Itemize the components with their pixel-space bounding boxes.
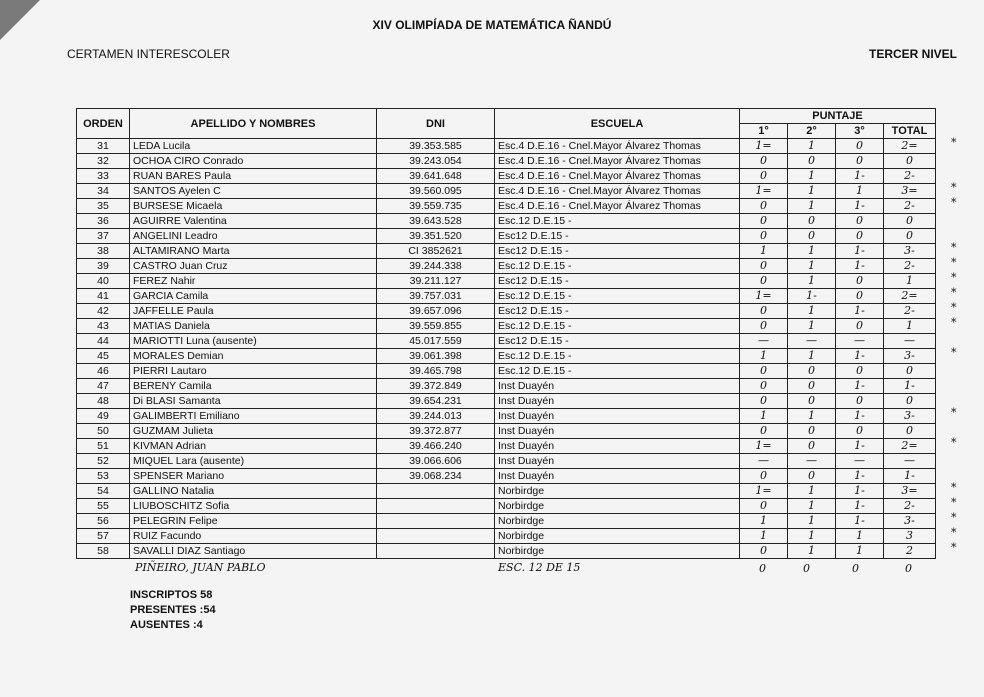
cell-escuela: Esc.4 D.E.16 - Cnel.Mayor Álvarez Thomas (495, 154, 740, 169)
cell-orden: 41 (77, 289, 130, 304)
cell-escuela: Esc.4 D.E.16 - Cnel.Mayor Álvarez Thomas (495, 184, 740, 199)
cell-nombre: GUZMAM Julieta (130, 424, 377, 439)
cell-escuela: Esc12 D.E.15 - (495, 334, 740, 349)
cell-dni: 39.068.234 (377, 469, 495, 484)
cell-orden: 35 (77, 199, 130, 214)
cell-p2: 1 (788, 199, 836, 214)
handwritten-p1: 0 (759, 562, 766, 575)
cell-p1: 0 (740, 214, 788, 229)
cell-p1: 1= (740, 184, 788, 199)
col-p1: 1° (740, 124, 788, 139)
cell-dni: 39.559.735 (377, 199, 495, 214)
cell-dni: 39.757.031 (377, 289, 495, 304)
table-row (77, 424, 936, 439)
cell-escuela: Inst Duayén (495, 394, 740, 409)
cell-total: 3- (884, 244, 936, 259)
cell-p3: — (836, 454, 884, 469)
table-row (77, 184, 936, 199)
table-row (77, 139, 936, 154)
cell-p1: 1= (740, 484, 788, 499)
cell-p1: 1 (740, 349, 788, 364)
margin-mark: * (951, 406, 957, 419)
cell-orden: 37 (77, 229, 130, 244)
table-row (77, 334, 936, 349)
margin-mark: * (951, 241, 957, 254)
cell-total: 2= (884, 139, 936, 154)
cell-total: 0 (884, 214, 936, 229)
cell-p3: 0 (836, 214, 884, 229)
cell-escuela: Norbirdge (495, 499, 740, 514)
cell-total: 1 (884, 319, 936, 334)
cell-dni: 39.466.240 (377, 439, 495, 454)
table-row (77, 289, 936, 304)
cell-total: 3- (884, 514, 936, 529)
cell-p3: 1- (836, 199, 884, 214)
cell-p3: 1- (836, 244, 884, 259)
cell-nombre: CASTRO Juan Cruz (130, 259, 377, 274)
col-escuela: ESCUELA (495, 109, 740, 139)
table-row (77, 394, 936, 409)
cell-nombre: SPENSER Mariano (130, 469, 377, 484)
table-row (77, 469, 936, 484)
cell-escuela: Esc.12 D.E.15 - (495, 214, 740, 229)
level-label: TERCER NIVEL (868, 47, 957, 61)
cell-total: 0 (884, 394, 936, 409)
col-nombre: APELLIDO Y NOMBRES (130, 109, 377, 139)
margin-mark: * (951, 301, 957, 314)
cell-total: 1- (884, 379, 936, 394)
cell-nombre: KIVMAN Adrian (130, 439, 377, 454)
cell-nombre: ANGELINI Leadro (130, 229, 377, 244)
cell-dni: 39.211.127 (377, 274, 495, 289)
cell-total: 2 (884, 544, 936, 559)
cell-p2: 0 (788, 229, 836, 244)
cell-dni (377, 484, 495, 499)
table-row (77, 229, 936, 244)
cell-p3: 1 (836, 529, 884, 544)
cell-orden: 40 (77, 274, 130, 289)
cell-orden: 34 (77, 184, 130, 199)
cell-escuela: Esc.4 D.E.16 - Cnel.Mayor Álvarez Thomas (495, 139, 740, 154)
cell-p2: 1- (788, 289, 836, 304)
cell-orden: 50 (77, 424, 130, 439)
cell-dni: 39.559.855 (377, 319, 495, 334)
cell-dni: 39.244.013 (377, 409, 495, 424)
summary-inscriptos: INSCRIPTOS 58 (130, 589, 213, 601)
cell-dni (377, 529, 495, 544)
cell-total: 2- (884, 259, 936, 274)
table-row (77, 364, 936, 379)
margin-mark: * (951, 436, 957, 449)
cell-orden: 48 (77, 394, 130, 409)
table-row (77, 244, 936, 259)
cell-nombre: LIUBOSCHITZ Sofia (130, 499, 377, 514)
table-row (77, 214, 936, 229)
cell-nombre: PELEGRIN Felipe (130, 514, 377, 529)
summary-ausentes: AUSENTES :4 (130, 619, 203, 631)
cell-total: 3 (884, 529, 936, 544)
results-table (76, 108, 936, 559)
cell-p3: 0 (836, 154, 884, 169)
cell-dni: 45.017.559 (377, 334, 495, 349)
cell-p1: 0 (740, 379, 788, 394)
cell-p2: 1 (788, 244, 836, 259)
cell-nombre: Di BLASI Samanta (130, 394, 377, 409)
cell-escuela: Inst Duayén (495, 379, 740, 394)
cell-p2: 0 (788, 214, 836, 229)
cell-p1: 1 (740, 514, 788, 529)
cell-p3: 0 (836, 274, 884, 289)
cell-p2: 0 (788, 154, 836, 169)
table-header-row (77, 109, 936, 124)
cell-p1: 0 (740, 364, 788, 379)
cell-nombre: SAVALLI DIAZ Santiago (130, 544, 377, 559)
cell-p1: 0 (740, 544, 788, 559)
cell-p3: 1- (836, 169, 884, 184)
cell-dni: 39.560.095 (377, 184, 495, 199)
cell-p2: 1 (788, 169, 836, 184)
cell-orden: 39 (77, 259, 130, 274)
table-row (77, 349, 936, 364)
cell-escuela: Norbirdge (495, 529, 740, 544)
cell-p1: 0 (740, 394, 788, 409)
margin-mark: * (951, 481, 957, 494)
cell-p2: 0 (788, 424, 836, 439)
table-row (77, 499, 936, 514)
cell-dni: 39.243.054 (377, 154, 495, 169)
cell-total: — (884, 454, 936, 469)
margin-mark: * (951, 541, 957, 554)
cell-p3: 1- (836, 514, 884, 529)
col-dni: DNI (377, 109, 495, 139)
cell-p2: — (788, 454, 836, 469)
cell-dni: 39.643.528 (377, 214, 495, 229)
cell-orden: 47 (77, 379, 130, 394)
cell-p2: 1 (788, 544, 836, 559)
cell-p3: 0 (836, 424, 884, 439)
cell-p2: 1 (788, 409, 836, 424)
cell-orden: 58 (77, 544, 130, 559)
cell-escuela: Inst Duayén (495, 469, 740, 484)
table-row (77, 439, 936, 454)
cell-orden: 46 (77, 364, 130, 379)
margin-mark: * (951, 496, 957, 509)
cell-escuela: Inst Duayén (495, 454, 740, 469)
cell-p3: 1- (836, 259, 884, 274)
cell-escuela: Esc.12 D.E.15 - (495, 319, 740, 334)
cell-p2: 0 (788, 469, 836, 484)
cell-nombre: AGUIRRE Valentina (130, 214, 377, 229)
cell-p3: 1 (836, 184, 884, 199)
cell-p1: 0 (740, 274, 788, 289)
table-row (77, 274, 936, 289)
cell-nombre: ALTAMIRANO Marta (130, 244, 377, 259)
cell-p2: 0 (788, 439, 836, 454)
cell-dni: 39.353.585 (377, 139, 495, 154)
margin-mark: * (951, 316, 957, 329)
cell-total: 2- (884, 499, 936, 514)
cell-escuela: Esc.12 D.E.15 - (495, 289, 740, 304)
cell-total: 1 (884, 274, 936, 289)
cell-dni (377, 514, 495, 529)
handwritten-p2: 0 (803, 562, 810, 575)
cell-p2: 1 (788, 514, 836, 529)
col-p3: 3° (836, 124, 884, 139)
cell-orden: 52 (77, 454, 130, 469)
cell-p1: 0 (740, 199, 788, 214)
cell-escuela: Esc.12 D.E.15 - (495, 259, 740, 274)
table-row (77, 514, 936, 529)
cell-p2: 1 (788, 484, 836, 499)
cell-p2: 0 (788, 394, 836, 409)
cell-p1: 0 (740, 169, 788, 184)
cell-orden: 45 (77, 349, 130, 364)
cell-dni: 39.372.877 (377, 424, 495, 439)
cell-orden: 49 (77, 409, 130, 424)
cell-escuela: Esc.12 D.E.15 - (495, 349, 740, 364)
cell-total: 2= (884, 439, 936, 454)
contest-name: CERTAMEN INTERESCOLER (67, 47, 230, 61)
cell-p3: 0 (836, 394, 884, 409)
cell-orden: 51 (77, 439, 130, 454)
cell-orden: 44 (77, 334, 130, 349)
cell-p1: — (740, 454, 788, 469)
cell-dni: 39.244.338 (377, 259, 495, 274)
cell-p3: 0 (836, 139, 884, 154)
table-row (77, 454, 936, 469)
cell-orden: 43 (77, 319, 130, 334)
cell-p1: 1= (740, 289, 788, 304)
cell-escuela: Inst Duayén (495, 439, 740, 454)
cell-nombre: RUIZ Facundo (130, 529, 377, 544)
cell-orden: 42 (77, 304, 130, 319)
cell-p2: 0 (788, 364, 836, 379)
cell-escuela: Norbirdge (495, 544, 740, 559)
cell-p1: 0 (740, 259, 788, 274)
cell-p3: 1- (836, 499, 884, 514)
cell-p2: 1 (788, 184, 836, 199)
table-row (77, 409, 936, 424)
cell-escuela: Esc12 D.E.15 - (495, 274, 740, 289)
cell-nombre: LEDA Lucila (130, 139, 377, 154)
cell-dni: 39.657.096 (377, 304, 495, 319)
cell-escuela: Esc12 D.E.15 - (495, 304, 740, 319)
margin-mark: * (951, 271, 957, 284)
table-row (77, 199, 936, 214)
cell-total: 0 (884, 229, 936, 244)
cell-orden: 54 (77, 484, 130, 499)
cell-p1: 0 (740, 499, 788, 514)
cell-total: 3- (884, 349, 936, 364)
cell-total: 3= (884, 184, 936, 199)
cell-total: 2- (884, 169, 936, 184)
cell-escuela: Esc.4 D.E.16 - Cnel.Mayor Álvarez Thomas (495, 169, 740, 184)
cell-nombre: MATIAS Daniela (130, 319, 377, 334)
margin-mark: * (951, 511, 957, 524)
cell-p1: 1 (740, 529, 788, 544)
table-row (77, 529, 936, 544)
cell-total: 3= (884, 484, 936, 499)
margin-mark: * (951, 526, 957, 539)
cell-p3: 0 (836, 229, 884, 244)
cell-total: 3- (884, 409, 936, 424)
cell-nombre: BURSESE Micaela (130, 199, 377, 214)
handwritten-total: 0 (905, 562, 912, 575)
cell-p2: 1 (788, 259, 836, 274)
col-orden: ORDEN (77, 109, 130, 139)
summary-block (130, 588, 216, 633)
cell-orden: 36 (77, 214, 130, 229)
cell-dni: 39.641.648 (377, 169, 495, 184)
col-total: TOTAL (884, 124, 936, 139)
cell-p1: 0 (740, 469, 788, 484)
cell-dni: 39.351.520 (377, 229, 495, 244)
cell-p1: 0 (740, 154, 788, 169)
cell-orden: 33 (77, 169, 130, 184)
col-p2: 2° (788, 124, 836, 139)
cell-escuela: Inst Duayén (495, 424, 740, 439)
margin-mark: * (951, 136, 957, 149)
cell-nombre: MORALES Demian (130, 349, 377, 364)
cell-escuela: Esc12 D.E.15 - (495, 244, 740, 259)
table-row (77, 304, 936, 319)
col-puntaje: PUNTAJE (740, 109, 936, 124)
cell-p3: 1 (836, 544, 884, 559)
cell-dni: 39.465.798 (377, 364, 495, 379)
cell-p1: 1= (740, 439, 788, 454)
cell-orden: 38 (77, 244, 130, 259)
cell-p1: 0 (740, 304, 788, 319)
table-row (77, 154, 936, 169)
cell-orden: 32 (77, 154, 130, 169)
handwritten-name: PIÑEIRO, JUAN PABLO (135, 561, 266, 574)
cell-dni: 39.066.606 (377, 454, 495, 469)
cell-p2: 1 (788, 529, 836, 544)
cell-p2: — (788, 334, 836, 349)
table-row (77, 259, 936, 274)
document-title: XIV OLIMPÍADA DE MATEMÁTICA ÑANDÚ (372, 18, 612, 32)
cell-nombre: GALIMBERTI Emiliano (130, 409, 377, 424)
cell-nombre: PIERRI Lautaro (130, 364, 377, 379)
cell-p2: 1 (788, 274, 836, 289)
cell-p3: 1- (836, 469, 884, 484)
cell-total: 2- (884, 199, 936, 214)
cell-p3: 1- (836, 409, 884, 424)
cell-escuela: Norbirdge (495, 484, 740, 499)
handwritten-school: ESC. 12 DE 15 (498, 561, 581, 574)
cell-p3: 1- (836, 304, 884, 319)
table-row (77, 379, 936, 394)
cell-p1: 1 (740, 244, 788, 259)
cell-total: 0 (884, 154, 936, 169)
cell-p2: 1 (788, 139, 836, 154)
cell-total: — (884, 334, 936, 349)
cell-p3: 1- (836, 439, 884, 454)
cell-p3: 1- (836, 379, 884, 394)
cell-nombre: OCHOA CIRO Conrado (130, 154, 377, 169)
cell-nombre: JAFFELLE Paula (130, 304, 377, 319)
cell-orden: 56 (77, 514, 130, 529)
table-row (77, 319, 936, 334)
cell-escuela: Esc.4 D.E.16 - Cnel.Mayor Álvarez Thomas (495, 199, 740, 214)
cell-p1: 1= (740, 139, 788, 154)
cell-p2: 1 (788, 319, 836, 334)
cell-escuela: Esc12 D.E.15 - (495, 229, 740, 244)
cell-total: 0 (884, 424, 936, 439)
cell-p3: 0 (836, 289, 884, 304)
cell-orden: 31 (77, 139, 130, 154)
handwritten-p3: 0 (852, 562, 859, 575)
cell-p1: 0 (740, 424, 788, 439)
cell-orden: 53 (77, 469, 130, 484)
cell-p2: 1 (788, 349, 836, 364)
cell-p1: 1 (740, 409, 788, 424)
cell-nombre: MARIOTTI Luna (ausente) (130, 334, 377, 349)
cell-dni: 39.061.398 (377, 349, 495, 364)
margin-mark: * (951, 286, 957, 299)
cell-dni (377, 499, 495, 514)
table-row (77, 544, 936, 559)
cell-p2: 1 (788, 304, 836, 319)
cell-p3: — (836, 334, 884, 349)
cell-nombre: SANTOS Ayelen C (130, 184, 377, 199)
margin-mark: * (951, 346, 957, 359)
cell-total: 2= (884, 289, 936, 304)
cell-p2: 1 (788, 499, 836, 514)
cell-p3: 0 (836, 364, 884, 379)
cell-nombre: MIQUEL Lara (ausente) (130, 454, 377, 469)
cell-nombre: RUAN BARES Paula (130, 169, 377, 184)
margin-mark: * (951, 196, 957, 209)
summary-presentes: PRESENTES :54 (130, 604, 216, 616)
cell-dni: CI 3852621 (377, 244, 495, 259)
cell-p1: 0 (740, 319, 788, 334)
cell-p3: 0 (836, 319, 884, 334)
cell-nombre: FEREZ Nahir (130, 274, 377, 289)
cell-dni: 39.654.231 (377, 394, 495, 409)
cell-dni: 39.372.849 (377, 379, 495, 394)
table-row (77, 484, 936, 499)
table-row (77, 169, 936, 184)
cell-p1: — (740, 334, 788, 349)
cell-escuela: Esc.12 D.E.15 - (495, 364, 740, 379)
cell-nombre: GALLINO Natalia (130, 484, 377, 499)
cell-p3: 1- (836, 484, 884, 499)
cell-dni (377, 544, 495, 559)
cell-total: 2- (884, 304, 936, 319)
cell-nombre: GARCIA Camila (130, 289, 377, 304)
cell-p3: 1- (836, 349, 884, 364)
cell-p2: 0 (788, 379, 836, 394)
margin-mark: * (951, 256, 957, 269)
cell-escuela: Norbirdge (495, 514, 740, 529)
cell-escuela: Inst Duayén (495, 409, 740, 424)
margin-mark: * (951, 181, 957, 194)
cell-total: 0 (884, 364, 936, 379)
cell-nombre: BERENY Camila (130, 379, 377, 394)
cell-orden: 57 (77, 529, 130, 544)
cell-orden: 55 (77, 499, 130, 514)
cell-total: 1- (884, 469, 936, 484)
cell-p1: 0 (740, 229, 788, 244)
